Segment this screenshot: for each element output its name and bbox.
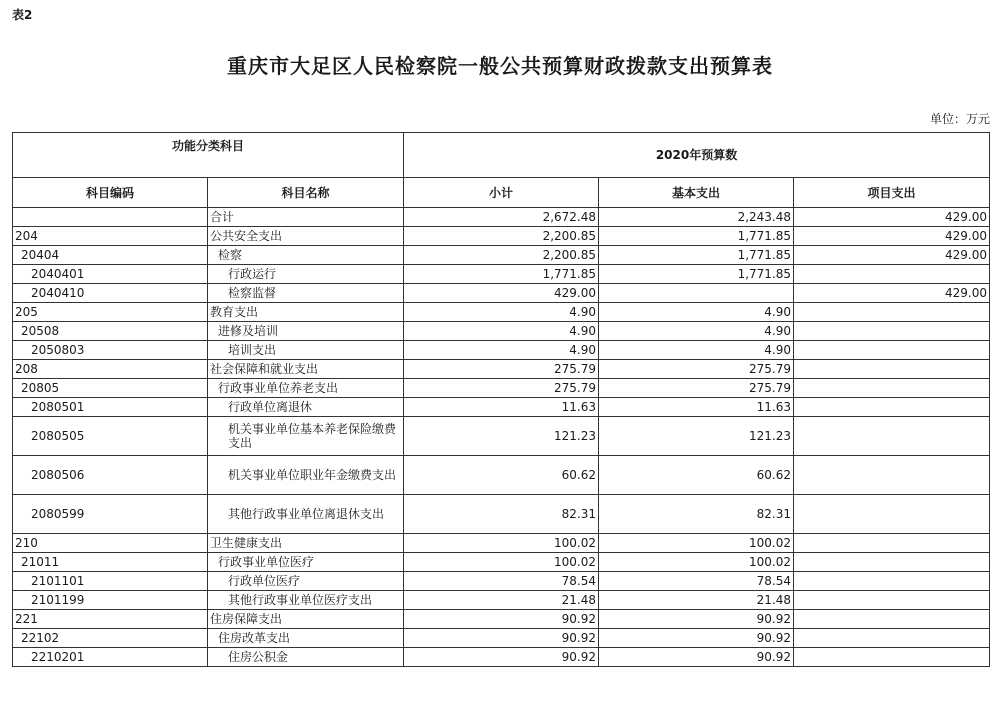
table-row (13, 629, 990, 648)
header-function-group: 功能分类科目 (13, 133, 404, 178)
cell-name: 培训支出 (208, 341, 404, 360)
cell-basic: 1,771.85 (599, 246, 794, 265)
header-name: 科目名称 (208, 178, 404, 208)
cell-basic: 11.63 (599, 398, 794, 417)
cell-code: 21011 (13, 553, 208, 572)
cell-name: 行政事业单位医疗 (208, 553, 404, 572)
header-basic: 基本支出 (599, 178, 794, 208)
cell-subtotal: 100.02 (404, 553, 599, 572)
table-row (13, 284, 990, 303)
unit-label: 单位：万元 (929, 112, 990, 126)
cell-basic (599, 284, 794, 303)
cell-code: 2080506 (13, 456, 208, 495)
cell-basic: 78.54 (599, 572, 794, 591)
cell-name: 卫生健康支出 (208, 534, 404, 553)
cell-subtotal: 2,200.85 (404, 227, 599, 246)
table-row (13, 495, 990, 534)
page-title: 重庆市大足区人民检察院一般公共预算财政拨款支出预算表 (227, 54, 773, 78)
cell-basic: 1,771.85 (599, 265, 794, 284)
cell-basic: 121.23 (599, 417, 794, 456)
cell-basic: 4.90 (599, 341, 794, 360)
cell-project (794, 553, 990, 572)
cell-subtotal: 100.02 (404, 534, 599, 553)
table-row (13, 208, 990, 227)
cell-code: 204 (13, 227, 208, 246)
header-subtotal: 小计 (404, 178, 599, 208)
table-row (13, 553, 990, 572)
cell-name: 机关事业单位职业年金缴费支出 (208, 456, 404, 495)
cell-basic: 1,771.85 (599, 227, 794, 246)
cell-code: 2101101 (13, 572, 208, 591)
table-row (13, 398, 990, 417)
cell-name: 进修及培训 (208, 322, 404, 341)
table-row (13, 246, 990, 265)
cell-subtotal: 90.92 (404, 648, 599, 667)
cell-name: 教育支出 (208, 303, 404, 322)
cell-basic: 275.79 (599, 360, 794, 379)
table-row (13, 417, 990, 456)
table-row (13, 591, 990, 610)
cell-name: 公共安全支出 (208, 227, 404, 246)
cell-code: 2050803 (13, 341, 208, 360)
table-row (13, 648, 990, 667)
cell-project (794, 265, 990, 284)
cell-basic: 100.02 (599, 534, 794, 553)
cell-name: 行政事业单位养老支出 (208, 379, 404, 398)
table-row (13, 227, 990, 246)
cell-code: 22102 (13, 629, 208, 648)
cell-project (794, 495, 990, 534)
cell-name: 行政单位离退休 (208, 398, 404, 417)
cell-code: 20805 (13, 379, 208, 398)
cell-name: 住房公积金 (208, 648, 404, 667)
cell-code: 2101199 (13, 591, 208, 610)
table-row (13, 322, 990, 341)
cell-subtotal: 4.90 (404, 303, 599, 322)
cell-code: 2080599 (13, 495, 208, 534)
cell-subtotal: 21.48 (404, 591, 599, 610)
cell-subtotal: 4.90 (404, 322, 599, 341)
cell-name: 其他行政事业单位离退休支出 (208, 495, 404, 534)
cell-basic: 2,243.48 (599, 208, 794, 227)
table-label: 表2 (12, 8, 33, 22)
cell-basic: 4.90 (599, 322, 794, 341)
cell-name: 住房保障支出 (208, 610, 404, 629)
cell-code: 2040401 (13, 265, 208, 284)
cell-subtotal: 121.23 (404, 417, 599, 456)
cell-name: 合计 (208, 208, 404, 227)
cell-subtotal: 4.90 (404, 341, 599, 360)
cell-subtotal: 90.92 (404, 610, 599, 629)
cell-project (794, 534, 990, 553)
cell-name: 检察监督 (208, 284, 404, 303)
cell-code: 208 (13, 360, 208, 379)
cell-basic: 90.92 (599, 610, 794, 629)
cell-basic: 90.92 (599, 648, 794, 667)
header-budget-group: 2020年预算数 (404, 133, 990, 178)
cell-project: 429.00 (794, 227, 990, 246)
cell-subtotal: 82.31 (404, 495, 599, 534)
cell-project (794, 341, 990, 360)
cell-subtotal: 1,771.85 (404, 265, 599, 284)
cell-basic: 82.31 (599, 495, 794, 534)
cell-code: 210 (13, 534, 208, 553)
cell-subtotal: 429.00 (404, 284, 599, 303)
cell-project (794, 398, 990, 417)
cell-code: 2210201 (13, 648, 208, 667)
cell-code: 2040410 (13, 284, 208, 303)
cell-subtotal: 275.79 (404, 379, 599, 398)
cell-project (794, 648, 990, 667)
cell-project (794, 322, 990, 341)
cell-code: 2080501 (13, 398, 208, 417)
cell-code: 20404 (13, 246, 208, 265)
cell-subtotal: 78.54 (404, 572, 599, 591)
cell-basic: 60.62 (599, 456, 794, 495)
cell-project: 429.00 (794, 208, 990, 227)
cell-project (794, 629, 990, 648)
cell-name: 其他行政事业单位医疗支出 (208, 591, 404, 610)
cell-basic: 100.02 (599, 553, 794, 572)
cell-name: 机关事业单位基本养老保险缴费支出 (208, 417, 404, 456)
cell-basic: 90.92 (599, 629, 794, 648)
table-row (13, 303, 990, 322)
cell-basic: 21.48 (599, 591, 794, 610)
budget-table (12, 132, 990, 667)
cell-code: 221 (13, 610, 208, 629)
table-row (13, 360, 990, 379)
table-row (13, 341, 990, 360)
cell-subtotal: 60.62 (404, 456, 599, 495)
cell-subtotal: 90.92 (404, 629, 599, 648)
cell-project (794, 572, 990, 591)
table-row (13, 456, 990, 495)
cell-name: 行政单位医疗 (208, 572, 404, 591)
header-code: 科目编码 (13, 178, 208, 208)
cell-basic: 275.79 (599, 379, 794, 398)
cell-project (794, 303, 990, 322)
cell-project (794, 591, 990, 610)
cell-subtotal: 11.63 (404, 398, 599, 417)
cell-name: 检察 (208, 246, 404, 265)
cell-subtotal: 275.79 (404, 360, 599, 379)
cell-code (13, 208, 208, 227)
table-body (13, 208, 990, 667)
cell-code: 2080505 (13, 417, 208, 456)
cell-code: 205 (13, 303, 208, 322)
cell-project: 429.00 (794, 284, 990, 303)
table-row (13, 534, 990, 553)
cell-project: 429.00 (794, 246, 990, 265)
cell-basic: 4.90 (599, 303, 794, 322)
cell-project (794, 456, 990, 495)
cell-code: 20508 (13, 322, 208, 341)
cell-project (794, 610, 990, 629)
header-project: 项目支出 (794, 178, 990, 208)
cell-project (794, 417, 990, 456)
cell-project (794, 360, 990, 379)
cell-project (794, 379, 990, 398)
table-row (13, 379, 990, 398)
cell-subtotal: 2,200.85 (404, 246, 599, 265)
cell-name: 住房改革支出 (208, 629, 404, 648)
table-row (13, 572, 990, 591)
cell-name: 社会保障和就业支出 (208, 360, 404, 379)
cell-subtotal: 2,672.48 (404, 208, 599, 227)
table-row (13, 265, 990, 284)
cell-name: 行政运行 (208, 265, 404, 284)
table-row (13, 610, 990, 629)
